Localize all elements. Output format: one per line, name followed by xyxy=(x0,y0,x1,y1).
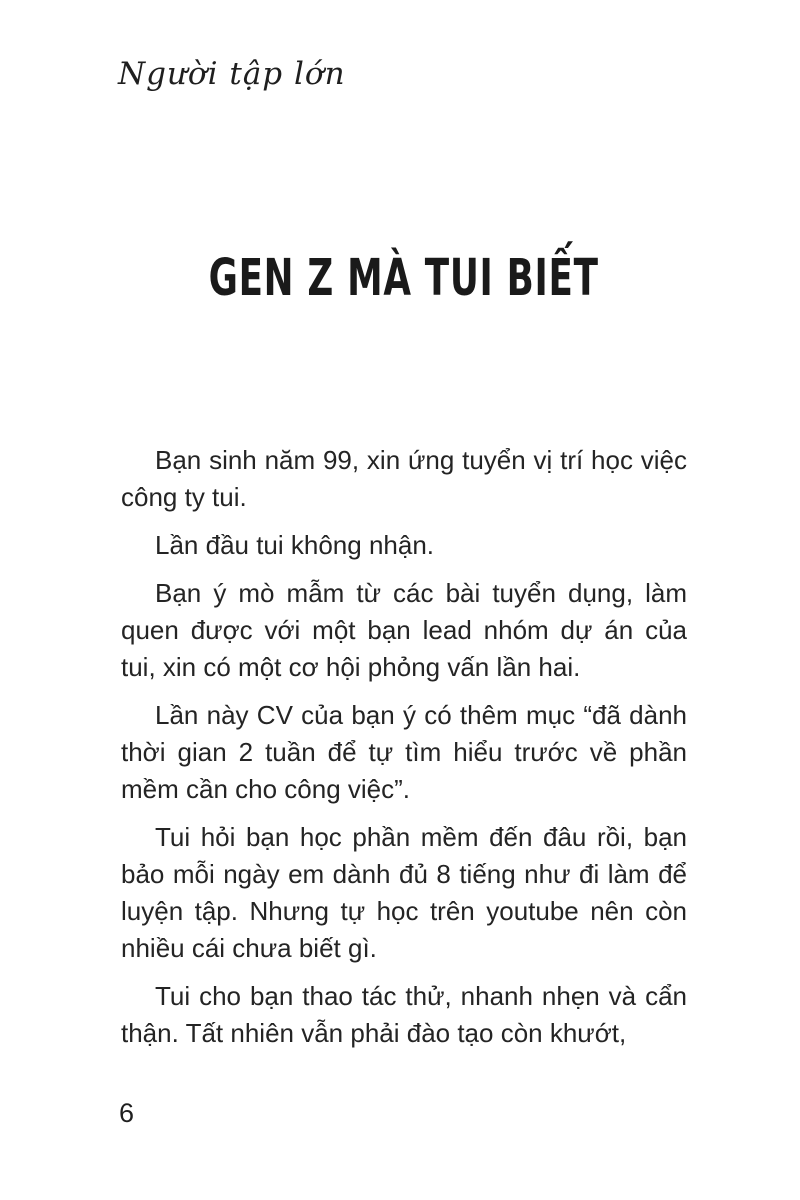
body-paragraph: Lần đầu tui không nhận. xyxy=(155,530,435,560)
chapter-title: GEN Z MÀ TUI BIẾT xyxy=(208,249,600,308)
body-paragraph: Lần này CV của bạn ý có thêm mục “đã dành thời gian 2 tuần để tự tìm hiểu trước về phần mềm cần cho công việc”. xyxy=(121,700,687,804)
body-paragraph: Bạn ý mò mẫm từ các bài tuyển dụng, làm quen được với một bạn lead nhóm dự án của tui, xin có một cơ hội phỏng vấn lần hai. xyxy=(121,578,687,682)
page-number: 6 xyxy=(119,1098,135,1128)
body-text xyxy=(121,442,687,1063)
body-paragraph: Tui hỏi bạn học phần mềm đến đâu rồi, bạn bảo mỗi ngày em dành đủ 8 tiếng như đi làm để luyện tập. Nhưng tự học trên youtube nên còn nhiều cái chưa biết gì. xyxy=(121,822,687,963)
running-header: Người tập lớn xyxy=(118,56,346,92)
chapter-title-row xyxy=(121,248,687,310)
body-paragraph: Tui cho bạn thao tác thử, nhanh nhẹn và cẩn thận. Tất nhiên vẫn phải đào tạo còn khướt, xyxy=(121,981,687,1048)
body-paragraph: Bạn sinh năm 99, xin ứng tuyển vị trí học việc công ty tui. xyxy=(121,445,687,512)
